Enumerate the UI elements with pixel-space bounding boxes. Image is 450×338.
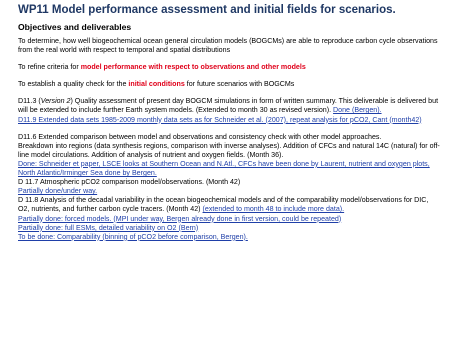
section-subtitle: Objectives and deliverables	[18, 22, 132, 32]
d11-3-done-link[interactable]: Done (Bergen).	[333, 106, 382, 115]
deliverable-d11-7: D 11.7 Atmospheric pCO2 comparison model/observations. (Month 42)	[18, 178, 241, 187]
d11-8-extension-link[interactable]: (extended to month 48 to include more data).	[202, 205, 345, 214]
objective-3-suffix: for future scenarios with BOGCMs	[184, 80, 295, 89]
d11-3-text: ) Quality assessment of present day BOGCM simulations in form of written summary. This deliverable is delivered but will be extended to include further Earth system models. (Extended to month 30 as revised version).	[18, 97, 439, 115]
deliverable-d11-6: D11.6 Extended comparison between model and observations and consistency check with other model approaches.	[18, 132, 382, 141]
d11-8-text: D 11.8 Analysis of the decadal variability in the ocean biogeochemical models and of the comparability model/observations for DIC, O2, nutrients, and further carbon cycle tracers. (Month 42)	[18, 196, 429, 214]
deliverable-d11-8	[18, 196, 440, 214]
d11-6-breakdown: Breakdown into regions (data synthesis regions, comparison with inverse analyses). Addition of CFCs and natural 14C (natural) for off-line model circulations. Addition of analysis of nutrient and oxygen fields. (Month 36).	[18, 141, 440, 159]
deliverable-d11-9-link[interactable]: D11.9 Extended data sets 1985-2009 monthly data sets as for Schneider et al. (2007), repeat analysis for pCO2, Cant (month42)	[18, 115, 422, 124]
d11-7-status-link[interactable]: Partially done/under way.	[18, 187, 98, 196]
d11-3-version: Version 2	[40, 97, 71, 106]
d11-6-done-link[interactable]: Done: Schneider et paper, LSCE looks at Southern Ocean and N.Atl., CFCs have been done by Laurent, nutrient and oxygen plots, North Atlantic/Irminger Sea done by Bergen.	[18, 159, 430, 178]
objective-3	[18, 80, 440, 89]
page-title: WP11 Model performance assessment and initial fields for scenarios.	[18, 4, 396, 16]
d11-8-status-esm-link[interactable]: Partially done: full ESMs, detailed variability on O2 (Bern)	[18, 223, 199, 232]
d11-8-status-todo-link[interactable]: To be done: Comparability (binning of pCO2 before comparison, Bergen).	[18, 232, 248, 241]
objective-1: To determine, how well biogeochemical ocean general circulation models (BOGCMs) are able to reproduce carbon cycle observations from the real world with respect to temporal and spatial distributions	[18, 37, 438, 55]
objective-3-prefix: To establish a quality check for the	[18, 80, 129, 89]
objective-3-highlight: initial conditions	[128, 80, 185, 89]
objective-2	[18, 63, 440, 72]
d11-8-status-forced-link[interactable]: Partially done: forced models. (MPI under way, Bergen already done in first version, could be repeated)	[18, 214, 342, 223]
d11-3-prefix: D11.3 (	[18, 97, 41, 106]
objective-2-prefix: To refine criteria for	[18, 63, 81, 72]
objective-2-highlight: model performance with respect to observations and other models	[80, 63, 306, 72]
deliverable-d11-3	[18, 97, 440, 115]
